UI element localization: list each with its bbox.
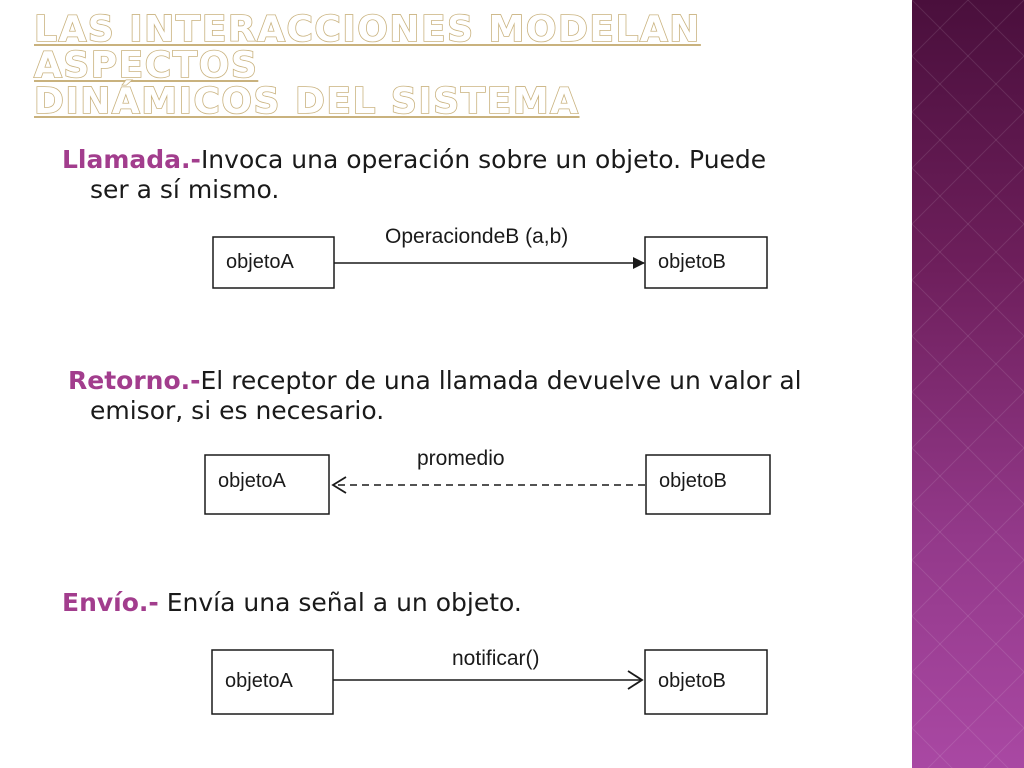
retorno-source-label: objetoA	[218, 470, 286, 492]
retorno-text-line-2: emisor, si es necesario.	[90, 396, 385, 425]
llamada-text-line-2: ser a sí mismo.	[90, 175, 280, 204]
envio-source-label: objetoA	[225, 670, 293, 692]
title-line-2: DINÁMICOS DEL SISTEMA	[34, 81, 580, 122]
envio-text: Envía una señal a un objeto.	[158, 588, 522, 617]
diagram-llamada	[213, 225, 767, 288]
retorno-message-label: promedio	[417, 447, 505, 470]
term-envio: Envío.-	[62, 588, 159, 617]
term-llamada: Llamada.-	[62, 145, 201, 174]
retorno-text-line-1: El receptor de una llamada devuelve un valor al	[200, 366, 802, 395]
llamada-message-label: OperaciondeB (a,b)	[385, 225, 569, 248]
retorno-target-label: objetoB	[659, 470, 727, 492]
llamada-text-line-1: Invoca una operación sobre un objeto. Puede	[200, 145, 767, 174]
diagram-retorno	[205, 447, 770, 514]
diagram-envio	[212, 647, 767, 714]
llamada-target-label: objetoB	[658, 251, 726, 273]
envio-target-label: objetoB	[658, 670, 726, 692]
term-retorno: Retorno.-	[68, 366, 201, 395]
envio-message-label: notificar()	[452, 647, 540, 670]
llamada-source-label: objetoA	[226, 251, 294, 273]
title-line-1: LAS INTERACCIONES MODELAN ASPECTOS	[34, 9, 701, 86]
